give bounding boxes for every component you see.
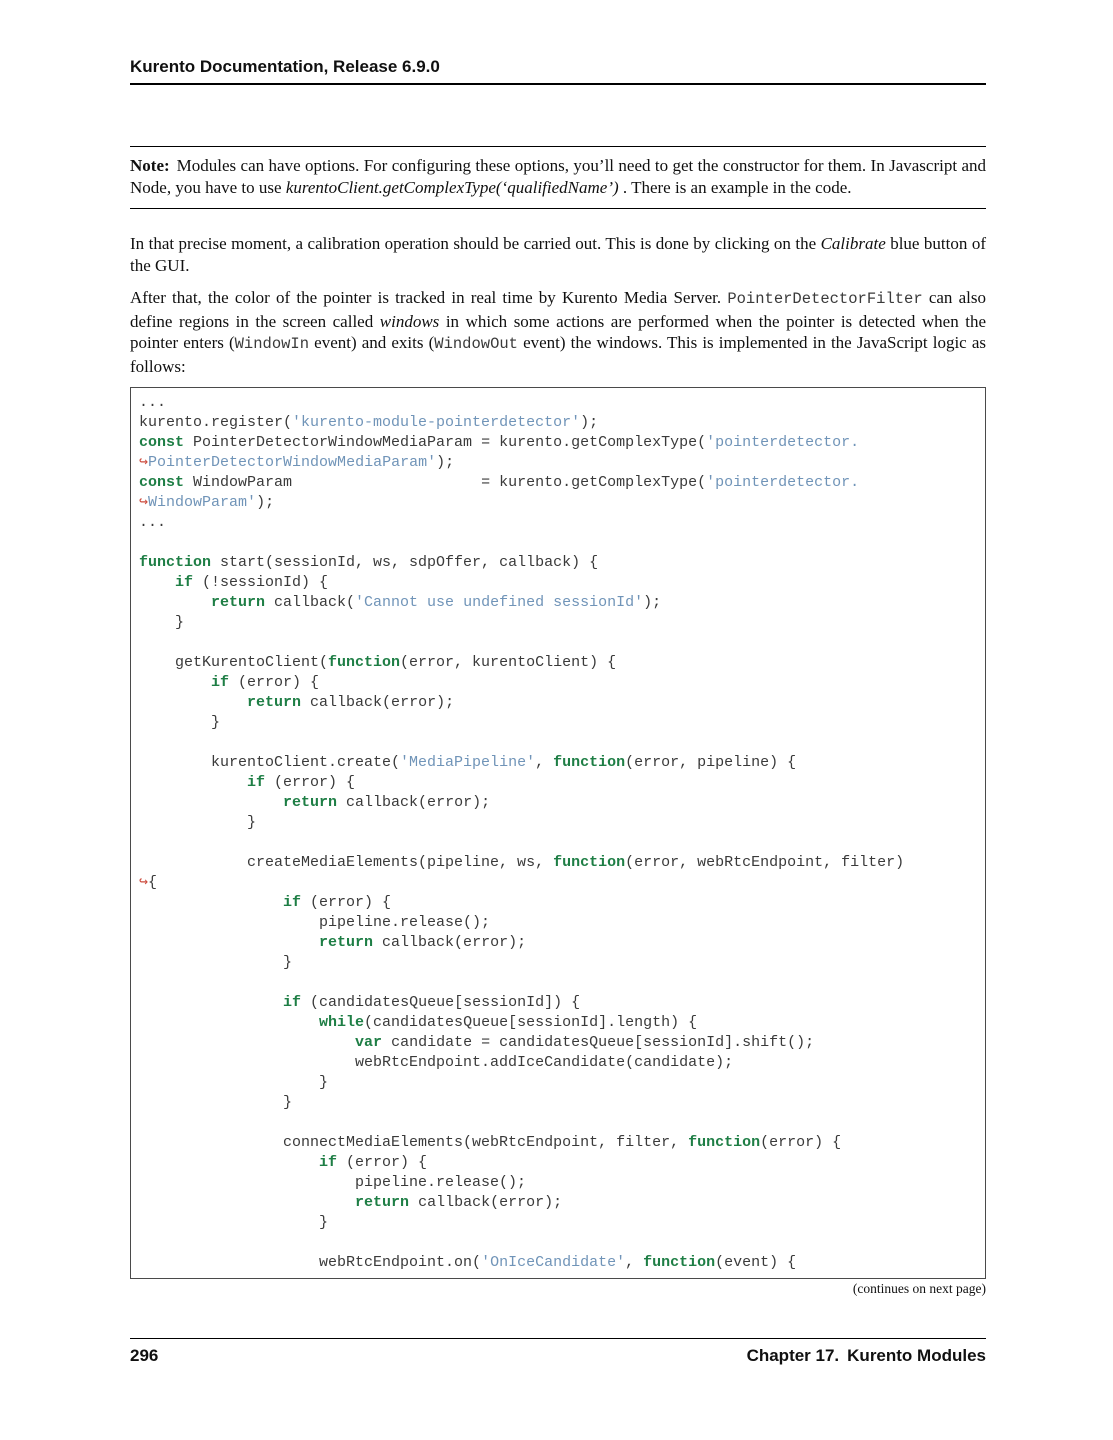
code-line: } bbox=[139, 714, 221, 731]
page-number: 296 bbox=[130, 1346, 159, 1365]
code-line: ↪PointerDetectorWindowMediaParam'); bbox=[139, 454, 455, 471]
code-line: pipeline.release(); bbox=[139, 914, 491, 931]
paragraph-calibration: In that precise moment, a calibration operation should be carried out. This is done by clicking on the Calibrate blue button of the GUI. bbox=[130, 234, 986, 275]
continues-on-next-page-label: (continues on next page) bbox=[852, 1281, 986, 1296]
paragraph-pointer-tracking: After that, the color of the pointer is tracked in real time by Kurento Media Server. PointerDetectorFilter can also define regions in the screen called windows in which some actions are performed when the pointer is detected when the pointer enters (WindowIn event) and exits (WindowOut event) the windows. This is implemented in the JavaScript logic as follows: bbox=[130, 288, 986, 376]
code-line: } bbox=[139, 1094, 293, 1111]
code-line: function start(sessionId, ws, sdpOffer, callback) { bbox=[139, 554, 599, 571]
code-line: const PointerDetectorWindowMediaParam = kurento.getComplexType('pointerdetector. bbox=[139, 434, 860, 451]
code-line: ↪{ bbox=[139, 874, 158, 891]
code-line bbox=[139, 533, 977, 553]
code-line: kurento.register('kurento-module-pointerdetector'); bbox=[139, 414, 599, 431]
note-admonition: Note: Modules can have options. For configuring these options, you’ll need to get the constructor for them. In Javascript and Node, you have to use kurentoClient.getComplexType(‘qualifiedName’) . There is an example in the code. bbox=[130, 146, 986, 209]
code-line: const WindowParam = kurento.getComplexType('pointerdetector. bbox=[139, 474, 860, 491]
code-line: kurentoClient.create('MediaPipeline', function(error, pipeline) { bbox=[139, 754, 797, 771]
code-line: } bbox=[139, 1074, 329, 1091]
code-line: webRtcEndpoint.addIceCandidate(candidate); bbox=[139, 1054, 734, 1071]
code-line: } bbox=[139, 614, 185, 631]
code-line bbox=[139, 973, 977, 993]
code-line: } bbox=[139, 954, 293, 971]
code-line bbox=[139, 1233, 977, 1253]
code-line: if (!sessionId) { bbox=[175, 574, 329, 591]
code-line: ↪WindowParam'); bbox=[139, 494, 275, 511]
chapter-reference bbox=[747, 1346, 986, 1366]
code-line: getKurentoClient(function(error, kurentoClient) { bbox=[139, 654, 617, 671]
code-line: } bbox=[139, 1214, 329, 1231]
code-line: if (candidatesQueue[sessionId]) { bbox=[283, 994, 581, 1011]
chapter-title: Kurento Modules bbox=[847, 1346, 986, 1365]
code-line: webRtcEndpoint.on('OnIceCandidate', function(event) { bbox=[139, 1254, 797, 1271]
code-line: pipeline.release(); bbox=[139, 1174, 527, 1191]
code-line bbox=[139, 833, 977, 853]
code-line: var candidate = candidatesQueue[sessionId].shift(); bbox=[355, 1034, 815, 1051]
code-line: if (error) { bbox=[247, 774, 356, 791]
code-line: if (error) { bbox=[211, 674, 320, 691]
code-line: return callback(error); bbox=[283, 794, 491, 811]
running-header bbox=[130, 0, 986, 85]
code-line: if (error) { bbox=[319, 1154, 428, 1171]
code-line: return callback(error); bbox=[355, 1194, 563, 1211]
code-line: return callback('Cannot use undefined sessionId'); bbox=[211, 594, 662, 611]
code-line: ... bbox=[139, 514, 167, 531]
code-line: while(candidatesQueue[sessionId].length) { bbox=[319, 1014, 698, 1031]
code-line: connectMediaElements(webRtcEndpoint, filter, function(error) { bbox=[139, 1134, 842, 1151]
chapter-label: Chapter 17. bbox=[746, 1346, 840, 1365]
code-line: return callback(error); bbox=[319, 934, 527, 951]
code-line: if (error) { bbox=[283, 894, 392, 911]
page-title: Kurento Documentation, Release 6.9.0 bbox=[130, 57, 440, 76]
code-line bbox=[139, 1113, 977, 1133]
code-line: ... bbox=[139, 394, 167, 411]
code-line: createMediaElements(pipeline, ws, function(error, webRtcEndpoint, filter) bbox=[139, 854, 905, 871]
page-content bbox=[130, 0, 986, 1297]
code-block-javascript bbox=[130, 387, 986, 1279]
code-line: } bbox=[139, 814, 257, 831]
code-line: return callback(error); bbox=[247, 694, 455, 711]
code-line bbox=[139, 733, 977, 753]
code-line bbox=[139, 633, 977, 653]
running-footer bbox=[130, 1338, 986, 1366]
